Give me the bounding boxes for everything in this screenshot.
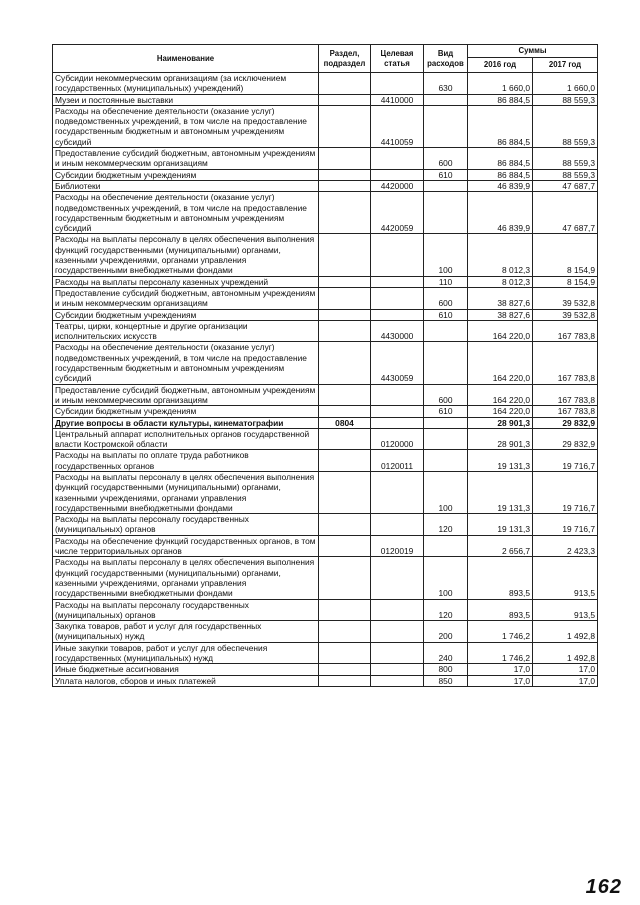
row-razdel — [319, 180, 371, 191]
row-sum-2017: 1 660,0 — [533, 73, 598, 95]
row-name: Центральный аппарат исполнительных органов государственной власти Костромской области — [53, 428, 319, 450]
row-target-article: 4420059 — [371, 192, 424, 234]
row-expense-type: 600 — [424, 384, 468, 406]
row-razdel — [319, 664, 371, 675]
table-row — [53, 642, 598, 664]
row-expense-type: 600 — [424, 287, 468, 309]
row-sum-2016: 86 884,5 — [468, 94, 533, 105]
row-expense-type: 800 — [424, 664, 468, 675]
header-razdel: Раздел, подраздел — [319, 45, 371, 73]
table-row — [53, 169, 598, 180]
row-razdel — [319, 675, 371, 686]
row-sum-2017: 8 154,9 — [533, 234, 598, 276]
row-name: Субсидии бюджетным учреждениям — [53, 406, 319, 417]
table-row — [53, 94, 598, 105]
table-row — [53, 287, 598, 309]
row-expense-type — [424, 428, 468, 450]
row-expense-type — [424, 192, 468, 234]
table-row — [53, 428, 598, 450]
row-expense-type: 200 — [424, 621, 468, 643]
row-sum-2017: 29 832,9 — [533, 428, 598, 450]
row-target-article — [371, 309, 424, 320]
header-target-article: Целевая статья — [371, 45, 424, 73]
row-name: Расходы на обеспечение деятельности (оказание услуг) подведомственных учреждений, в том числе на предоставление государственным бюджетным и автономным учреждениям субсидий — [53, 192, 319, 234]
row-sum-2016: 19 131,3 — [468, 471, 533, 513]
row-expense-type: 630 — [424, 73, 468, 95]
table-row — [53, 450, 598, 472]
row-razdel — [319, 557, 371, 599]
row-sum-2017: 1 492,8 — [533, 621, 598, 643]
row-name: Иные закупки товаров, работ и услуг для обеспечения государственных (муниципальных) нужд — [53, 642, 319, 664]
row-target-article — [371, 514, 424, 536]
row-name: Театры, цирки, концертные и другие организации исполнительских искусств — [53, 320, 319, 342]
header-name: Наименование — [53, 45, 319, 73]
row-target-article: 4410059 — [371, 105, 424, 147]
row-sum-2016: 38 827,6 — [468, 287, 533, 309]
table-row — [53, 105, 598, 147]
row-expense-type: 610 — [424, 309, 468, 320]
row-name: Субсидии бюджетным учреждениям — [53, 309, 319, 320]
table-row — [53, 192, 598, 234]
row-razdel — [319, 406, 371, 417]
row-sum-2017: 1 492,8 — [533, 642, 598, 664]
row-target-article — [371, 417, 424, 428]
row-name: Музеи и постоянные выставки — [53, 94, 319, 105]
row-target-article: 0120000 — [371, 428, 424, 450]
row-sum-2016: 46 839,9 — [468, 192, 533, 234]
table-row — [53, 384, 598, 406]
row-sum-2016: 164 220,0 — [468, 320, 533, 342]
row-target-article — [371, 169, 424, 180]
row-expense-type: 120 — [424, 599, 468, 621]
row-expense-type — [424, 320, 468, 342]
row-expense-type — [424, 342, 468, 384]
row-razdel — [319, 384, 371, 406]
header-year-2017: 2017 год — [533, 58, 598, 73]
row-expense-type — [424, 94, 468, 105]
row-sum-2017: 88 559,3 — [533, 148, 598, 170]
row-expense-type: 240 — [424, 642, 468, 664]
table-row — [53, 234, 598, 276]
header-year-2016: 2016 год — [468, 58, 533, 73]
row-sum-2017: 167 783,8 — [533, 320, 598, 342]
row-target-article — [371, 675, 424, 686]
table-row — [53, 675, 598, 686]
row-name: Субсидии бюджетным учреждениям — [53, 169, 319, 180]
row-sum-2017: 88 559,3 — [533, 94, 598, 105]
row-name: Расходы на обеспечение функций государственных органов, в том числе территориальных органов — [53, 535, 319, 557]
table-row — [53, 148, 598, 170]
row-sum-2017: 19 716,7 — [533, 471, 598, 513]
row-sum-2017: 913,5 — [533, 599, 598, 621]
table-row — [53, 471, 598, 513]
row-name: Уплата налогов, сборов и иных платежей — [53, 675, 319, 686]
row-sum-2017: 19 716,7 — [533, 514, 598, 536]
row-target-article — [371, 471, 424, 513]
row-name: Предоставление субсидий бюджетным, автономным учреждениям и иным некоммерческим организациям — [53, 148, 319, 170]
row-target-article — [371, 599, 424, 621]
row-razdel — [319, 105, 371, 147]
row-sum-2016: 86 884,5 — [468, 148, 533, 170]
row-razdel — [319, 621, 371, 643]
header-sums: Суммы — [468, 45, 598, 58]
row-sum-2017: 913,5 — [533, 557, 598, 599]
row-sum-2016: 19 131,3 — [468, 450, 533, 472]
row-sum-2016: 19 131,3 — [468, 514, 533, 536]
row-razdel — [319, 342, 371, 384]
row-sum-2016: 86 884,5 — [468, 169, 533, 180]
row-razdel: 0804 — [319, 417, 371, 428]
row-sum-2016: 86 884,5 — [468, 105, 533, 147]
row-sum-2016: 8 012,3 — [468, 234, 533, 276]
row-expense-type: 100 — [424, 471, 468, 513]
row-sum-2016: 893,5 — [468, 557, 533, 599]
row-sum-2016: 164 220,0 — [468, 384, 533, 406]
row-sum-2016: 164 220,0 — [468, 342, 533, 384]
row-sum-2017: 167 783,8 — [533, 406, 598, 417]
row-target-article — [371, 664, 424, 675]
table-row — [53, 417, 598, 428]
row-name: Расходы на обеспечение деятельности (оказание услуг) подведомственных учреждений, в том числе на предоставление государственным бюджетным и автономным учреждениям субсидий — [53, 105, 319, 147]
row-sum-2017: 17,0 — [533, 664, 598, 675]
row-target-article — [371, 406, 424, 417]
table-row — [53, 180, 598, 191]
row-expense-type: 100 — [424, 234, 468, 276]
row-name: Расходы на выплаты персоналу в целях обеспечения выполнения функций государственными (муниципальными) органами, казенными учреждениями, органами управления государственными внебюджетными фондами — [53, 471, 319, 513]
row-expense-type: 120 — [424, 514, 468, 536]
row-expense-type — [424, 180, 468, 191]
row-target-article — [371, 557, 424, 599]
row-sum-2016: 2 656,7 — [468, 535, 533, 557]
row-expense-type — [424, 535, 468, 557]
row-sum-2017: 17,0 — [533, 675, 598, 686]
row-razdel — [319, 94, 371, 105]
table-row — [53, 621, 598, 643]
row-sum-2016: 164 220,0 — [468, 406, 533, 417]
row-sum-2017: 47 687,7 — [533, 192, 598, 234]
table-row — [53, 73, 598, 95]
row-expense-type: 850 — [424, 675, 468, 686]
row-sum-2017: 167 783,8 — [533, 384, 598, 406]
row-sum-2016: 17,0 — [468, 675, 533, 686]
row-razdel — [319, 192, 371, 234]
row-target-article — [371, 73, 424, 95]
row-target-article — [371, 148, 424, 170]
row-razdel — [319, 514, 371, 536]
row-expense-type: 610 — [424, 169, 468, 180]
row-sum-2016: 1 746,2 — [468, 621, 533, 643]
row-razdel — [319, 471, 371, 513]
row-razdel — [319, 234, 371, 276]
row-name: Расходы на выплаты персоналу государственных (муниципальных) органов — [53, 514, 319, 536]
table-row — [53, 557, 598, 599]
row-name: Субсидии некоммерческим организациям (за исключением государственных (муниципальных) учреждений) — [53, 73, 319, 95]
row-razdel — [319, 276, 371, 287]
row-target-article: 4430059 — [371, 342, 424, 384]
row-sum-2016: 28 901,3 — [468, 417, 533, 428]
row-name: Расходы на выплаты персоналу в целях обеспечения выполнения функций государственными (муниципальными) органами, казенными учреждениями, органами управления государственными внебюджетными фондами — [53, 557, 319, 599]
row-sum-2017: 8 154,9 — [533, 276, 598, 287]
table-body — [53, 73, 598, 687]
row-target-article — [371, 621, 424, 643]
row-sum-2017: 88 559,3 — [533, 169, 598, 180]
header-expense-type: Вид расходов — [424, 45, 468, 73]
row-sum-2017: 47 687,7 — [533, 180, 598, 191]
row-expense-type: 110 — [424, 276, 468, 287]
row-expense-type: 600 — [424, 148, 468, 170]
row-target-article — [371, 384, 424, 406]
row-name: Расходы на выплаты по оплате труда работников государственных органов — [53, 450, 319, 472]
row-target-article — [371, 642, 424, 664]
row-target-article — [371, 234, 424, 276]
row-sum-2016: 46 839,9 — [468, 180, 533, 191]
row-name: Предоставление субсидий бюджетным, автономным учреждениям и иным некоммерческим организациям — [53, 287, 319, 309]
row-sum-2016: 1 746,2 — [468, 642, 533, 664]
row-razdel — [319, 169, 371, 180]
row-sum-2016: 17,0 — [468, 664, 533, 675]
row-razdel — [319, 320, 371, 342]
page-number: 162 — [585, 876, 622, 898]
row-target-article: 0120011 — [371, 450, 424, 472]
row-sum-2016: 1 660,0 — [468, 73, 533, 95]
row-sum-2017: 88 559,3 — [533, 105, 598, 147]
row-sum-2017: 167 783,8 — [533, 342, 598, 384]
row-sum-2017: 29 832,9 — [533, 417, 598, 428]
row-target-article: 4430000 — [371, 320, 424, 342]
row-razdel — [319, 73, 371, 95]
row-name: Расходы на выплаты персоналу в целях обеспечения выполнения функций государственными (муниципальными) органами, казенными учреждениями, органами управления государственными внебюджетными фондами — [53, 234, 319, 276]
row-expense-type — [424, 417, 468, 428]
row-razdel — [319, 599, 371, 621]
table-row — [53, 406, 598, 417]
row-sum-2016: 8 012,3 — [468, 276, 533, 287]
row-name: Иные бюджетные ассигнования — [53, 664, 319, 675]
table-row — [53, 276, 598, 287]
row-razdel — [319, 287, 371, 309]
table-row — [53, 309, 598, 320]
table-row — [53, 342, 598, 384]
row-name: Расходы на выплаты персоналу казенных учреждений — [53, 276, 319, 287]
budget-table — [52, 44, 598, 687]
row-name: Библиотеки — [53, 180, 319, 191]
row-razdel — [319, 148, 371, 170]
row-expense-type: 100 — [424, 557, 468, 599]
table-header — [53, 45, 598, 73]
row-sum-2017: 39 532,8 — [533, 309, 598, 320]
table-row — [53, 514, 598, 536]
row-sum-2017: 19 716,7 — [533, 450, 598, 472]
row-razdel — [319, 642, 371, 664]
row-name: Другие вопросы в области культуры, кинематографии — [53, 417, 319, 428]
row-sum-2016: 893,5 — [468, 599, 533, 621]
row-name: Расходы на обеспечение деятельности (оказание услуг) подведомственных учреждений, в том числе на предоставление государственным бюджетным и автономным учреждениям субсидий — [53, 342, 319, 384]
row-target-article: 4410000 — [371, 94, 424, 105]
row-razdel — [319, 309, 371, 320]
row-name: Расходы на выплаты персоналу государственных (муниципальных) органов — [53, 599, 319, 621]
row-sum-2016: 38 827,6 — [468, 309, 533, 320]
row-razdel — [319, 428, 371, 450]
row-expense-type — [424, 450, 468, 472]
row-expense-type — [424, 105, 468, 147]
row-sum-2017: 39 532,8 — [533, 287, 598, 309]
row-target-article — [371, 276, 424, 287]
row-target-article — [371, 287, 424, 309]
table-row — [53, 320, 598, 342]
row-target-article: 0120019 — [371, 535, 424, 557]
row-sum-2016: 28 901,3 — [468, 428, 533, 450]
row-name: Закупка товаров, работ и услуг для государственных (муниципальных) нужд — [53, 621, 319, 643]
table-row — [53, 535, 598, 557]
row-name: Предоставление субсидий бюджетным, автономным учреждениям и иным некоммерческим организациям — [53, 384, 319, 406]
row-expense-type: 610 — [424, 406, 468, 417]
row-sum-2017: 2 423,3 — [533, 535, 598, 557]
table-row — [53, 599, 598, 621]
row-razdel — [319, 535, 371, 557]
table-row — [53, 664, 598, 675]
row-target-article: 4420000 — [371, 180, 424, 191]
row-razdel — [319, 450, 371, 472]
